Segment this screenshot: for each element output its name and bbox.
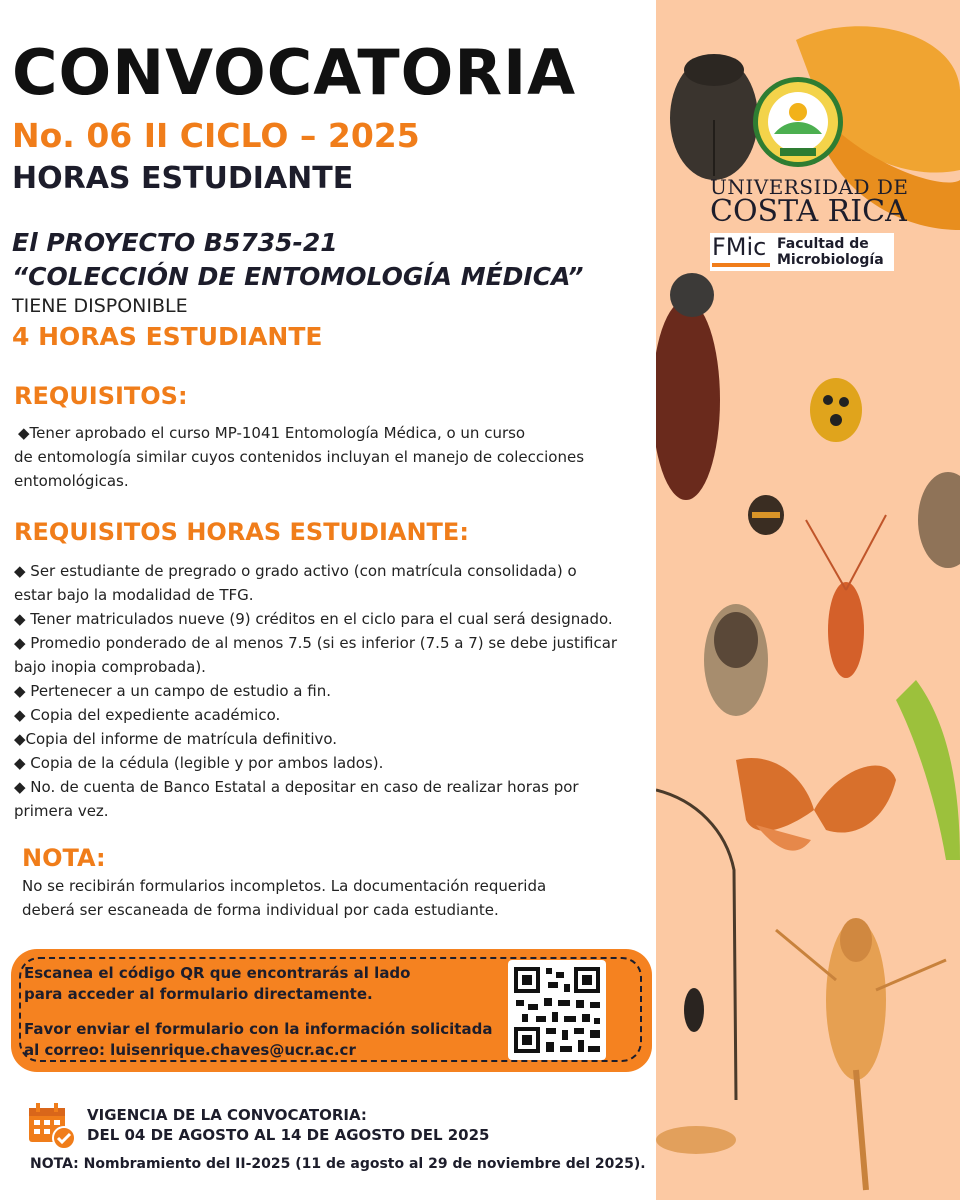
vigencia-text xyxy=(87,1105,490,1145)
requisitos-heading: REQUISITOS: xyxy=(14,382,188,410)
available-label: TIENE DISPONIBLE xyxy=(12,295,188,317)
vigencia-title: VIGENCIA DE LA CONVOCATORIA: xyxy=(87,1106,367,1124)
faculty-name-line2: Microbiología xyxy=(777,252,884,268)
qr-instruction-line1: Escanea el código QR que encontrarás al lado xyxy=(24,964,411,982)
list-item: ◆ Promedio ponderado de al menos 7.5 (si es inferior (7.5 a 7) se debe justificar bajo inopia comprobada). xyxy=(14,634,618,676)
requisito-line-1: ◆Tener aprobado el curso MP-1041 Entomología Médica, o un curso xyxy=(18,424,526,442)
qr-code-icon[interactable] xyxy=(508,960,606,1060)
university-seal-icon xyxy=(752,76,844,168)
list-item: ◆Copia del informe de matrícula definitivo. xyxy=(14,730,338,748)
project-code: El PROYECTO B5735-21 xyxy=(12,228,338,257)
project-name: “COLECCIÓN DE ENTOMOLOGÍA MÉDICA” xyxy=(12,262,584,291)
requisitos-horas-heading: REQUISITOS HORAS ESTUDIANTE: xyxy=(14,518,469,546)
vigencia-dates: DEL 04 DE AGOSTO AL 14 DE AGOSTO DEL 2025 xyxy=(87,1126,490,1144)
list-item: ◆ Copia de la cédula (legible y por ambos lados). xyxy=(14,754,384,772)
email-instruction xyxy=(24,1019,494,1061)
page-title: CONVOCATORIA xyxy=(12,36,577,109)
hours-available: 4 HORAS ESTUDIANTE xyxy=(12,322,323,351)
call-subtitle: HORAS ESTUDIANTE xyxy=(12,161,354,196)
email-instruction-line1: Favor enviar el formulario con la información solicitada xyxy=(24,1020,493,1038)
list-item: ◆ Ser estudiante de pregrado o grado activo (con matrícula consolidada) o estar bajo la modalidad de TFG. xyxy=(14,562,577,604)
university-name-line2: COSTA RICA xyxy=(710,194,907,229)
university-name-line1: UNIVERSIDAD DE xyxy=(710,175,909,199)
qr-instruction-line2: para acceder al formulario directamente. xyxy=(24,985,373,1003)
faculty-underline xyxy=(712,263,770,267)
faculty-name-line1: Facultad de xyxy=(777,236,869,252)
email-address[interactable]: al correo: luisenrique.chaves@ucr.ac.cr xyxy=(24,1041,356,1059)
nota-heading: NOTA: xyxy=(22,844,106,872)
list-item: ◆ Tener matriculados nueve (9) créditos en el ciclo para el cual será designado. xyxy=(14,610,613,628)
list-item: ◆ Copia del expediente académico. xyxy=(14,706,281,724)
faculty-abbrev: FMic xyxy=(712,233,767,261)
list-item: ◆ Pertenecer a un campo de estudio a fin. xyxy=(14,682,331,700)
qr-code-graphic xyxy=(508,960,606,1060)
nota-text: No se recibirán formularios incompletos. La documentación requerida deberá ser escaneada de forma individual por cada estudiante. xyxy=(22,877,547,919)
call-number: No. 06 II CICLO – 2025 xyxy=(12,116,420,155)
qr-instruction xyxy=(24,963,494,1005)
list-item: ◆ No. de cuenta de Banco Estatal a depositar en caso de realizar horas por primera vez. xyxy=(14,778,579,820)
calendar-check-icon xyxy=(27,1102,77,1150)
footer-note: NOTA: Nombramiento del II-2025 (11 de agosto al 29 de noviembre del 2025). xyxy=(30,1156,646,1172)
faculty-name xyxy=(777,236,884,268)
requisito-line-2: de entomología similar cuyos contenidos incluyan el manejo de colecciones entomológicas. xyxy=(14,448,585,490)
